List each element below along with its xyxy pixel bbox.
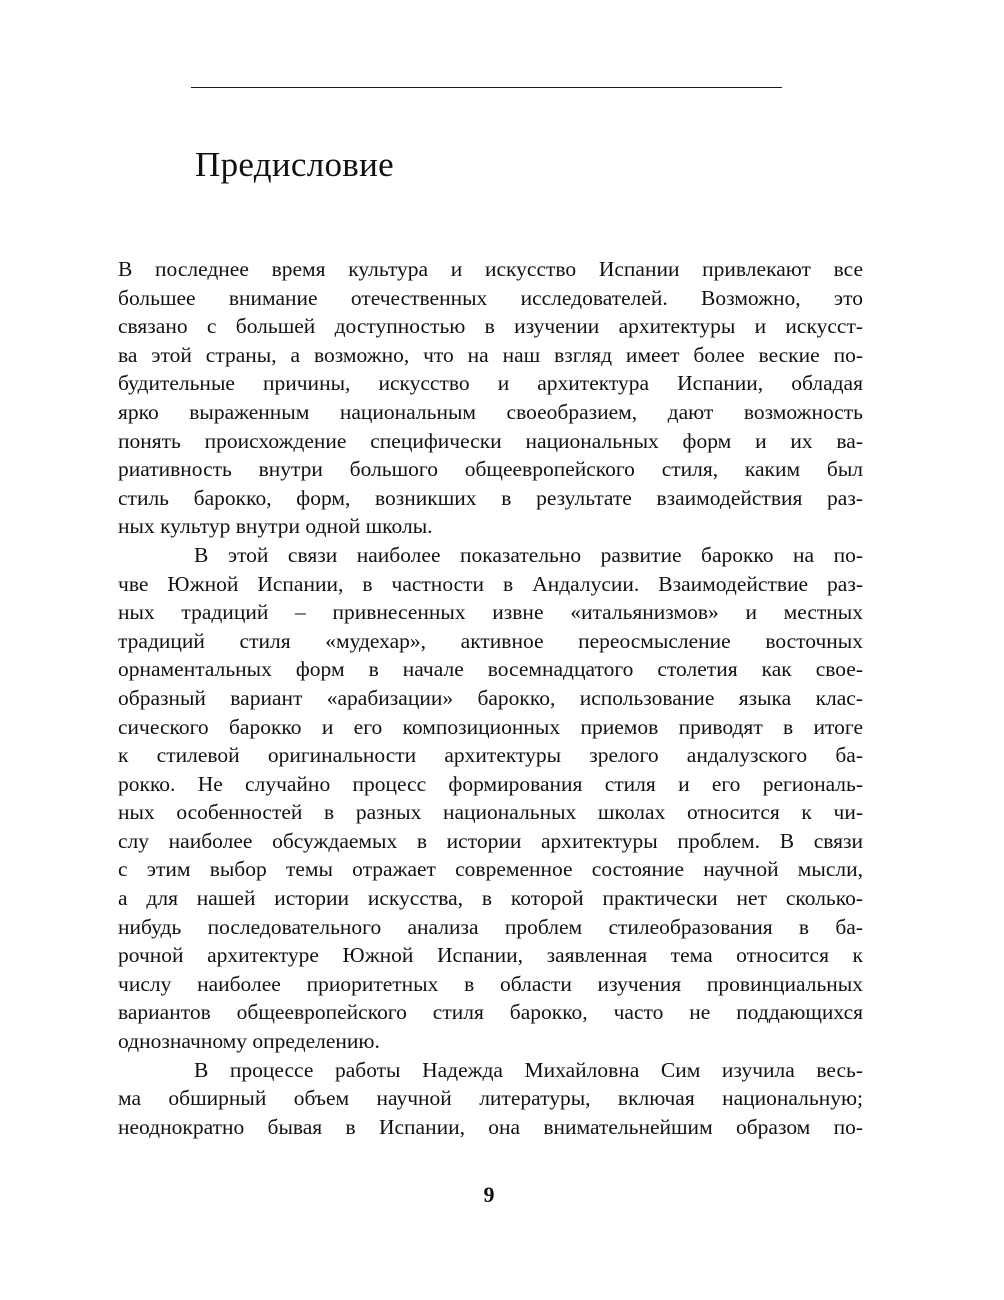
text-line: орнаментальных форм в начале восемнадцатого столетия как свое- bbox=[118, 657, 863, 682]
text-line: связано с большей доступностью в изучении архитектуры и искусст- bbox=[118, 314, 863, 339]
text-line: чве Южной Испании, в частности в Андалусии. Взаимодействие раз- bbox=[118, 571, 863, 596]
text-line: неоднократно бывая в Испании, она внимательнейшим образом по- bbox=[118, 1114, 863, 1139]
text-line: традиций стиля «мудехар», активное переосмысление восточных bbox=[118, 628, 863, 653]
body-text bbox=[118, 255, 863, 1141]
text-line: ма обширный объем научной литературы, включая национальную; bbox=[118, 1086, 863, 1111]
text-line: к стилевой оригинальности архитектуры зрелого андалузского ба- bbox=[118, 743, 863, 768]
paragraph-2 bbox=[118, 541, 863, 1056]
paragraph-1 bbox=[118, 255, 863, 541]
text-line: с этим выбор темы отражает современное состояние научной мысли, bbox=[118, 857, 863, 882]
text-line: ярко выраженным национальным своеобразием, дают возможность bbox=[118, 399, 863, 424]
text-line: ных особенностей в разных национальных школах относится к чи- bbox=[118, 800, 863, 825]
text-line: понять происхождение специфически национальных форм и их ва- bbox=[118, 428, 863, 453]
text-line: нибудь последовательного анализа проблем стилеобразования в ба- bbox=[118, 914, 863, 939]
text-line: В этой связи наиболее показательно развитие барокко на по- bbox=[194, 542, 863, 567]
text-line: а для нашей истории искусства, в которой практически нет сколько- bbox=[118, 886, 863, 911]
text-line: образный вариант «арабизации» барокко, использование языка клас- bbox=[118, 685, 863, 710]
text-line: стиль барокко, форм, возникших в результате взаимодействия раз- bbox=[118, 485, 863, 510]
text-line: будительные причины, искусство и архитектура Испании, обладая bbox=[118, 371, 863, 396]
text-line: вариантов общеевропейского стиля барокко, часто не поддающихся bbox=[118, 1000, 863, 1025]
text-line: ных культур внутри одной школы. bbox=[118, 514, 433, 539]
text-line: ва этой страны, а возможно, что на наш взгляд имеет более веские по- bbox=[118, 342, 863, 367]
text-line: В процессе работы Надежда Михайловна Сим изучила весь- bbox=[194, 1057, 863, 1082]
paragraph-3 bbox=[118, 1056, 863, 1142]
text-line: рокко. Не случайно процесс формирования стиля и его региональ- bbox=[118, 771, 863, 796]
header-rule bbox=[191, 87, 782, 88]
text-line: числу наиболее приоритетных в области изучения провинциальных bbox=[118, 971, 863, 996]
text-line: большее внимание отечественных исследователей. Возможно, это bbox=[118, 285, 863, 310]
text-line: рочной архитектуре Южной Испании, заявленная тема относится к bbox=[118, 943, 863, 968]
page-number: 9 bbox=[483, 1182, 495, 1207]
text-line: В последнее время культура и искусство Испании привлекают все bbox=[118, 257, 863, 281]
text-line: сического барокко и его композиционных приемов приводят в итоге bbox=[118, 714, 863, 739]
text-line: риативность внутри большого общеевропейского стиля, каким был bbox=[118, 457, 863, 482]
text-line: слу наиболее обсуждаемых в истории архитектуры проблем. В связи bbox=[118, 828, 863, 853]
chapter-title: Предисловие bbox=[195, 145, 394, 184]
text-line: однозначному определению. bbox=[118, 1029, 380, 1054]
text-line: ных традиций – привнесенных извне «итальянизмов» и местных bbox=[118, 600, 863, 625]
